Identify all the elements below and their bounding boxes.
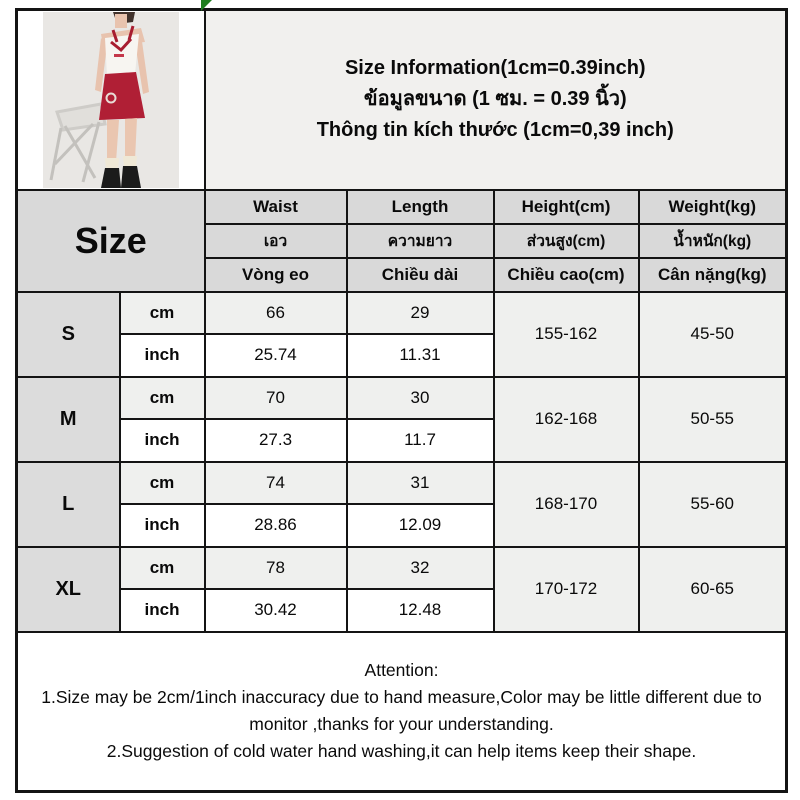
size-label-l: L xyxy=(17,462,120,547)
waist-inch-l: 28.86 xyxy=(205,504,347,547)
length-cm-m: 30 xyxy=(347,377,494,420)
title-vietnamese: Thông tin kích thước (1cm=0,39 inch) xyxy=(316,119,674,142)
weight-range-m: 50-55 xyxy=(639,377,787,462)
waist-inch-xl: 30.42 xyxy=(205,589,347,632)
size-table xyxy=(15,8,788,793)
size-header: Size xyxy=(17,190,205,292)
table-row xyxy=(17,10,787,190)
header-height-th: ส่วนสูง(cm) xyxy=(494,224,639,258)
height-range-xl: 170-172 xyxy=(494,547,639,632)
header-length-en: Length xyxy=(347,190,494,224)
attention-line-2: 2.Suggestion of cold water hand washing,it can help items keep their shape. xyxy=(106,741,697,762)
waist-inch-s: 25.74 xyxy=(205,334,347,377)
title-english: Size Information(1cm=0.39inch) xyxy=(344,57,646,80)
right-leg xyxy=(125,118,137,160)
table-row xyxy=(17,547,787,590)
unit-label-inch: inch xyxy=(120,334,205,377)
size-label-m: M xyxy=(17,377,120,462)
table-row xyxy=(17,377,787,420)
waist-inch-m: 27.3 xyxy=(205,419,347,462)
table-row xyxy=(17,632,787,792)
unit-label-inch: inch xyxy=(120,589,205,632)
header-waist-vi: Vòng eo xyxy=(205,258,347,292)
height-range-m: 162-168 xyxy=(494,377,639,462)
table-row xyxy=(17,292,787,335)
chest-logo-text xyxy=(114,54,124,57)
table-header-row-en xyxy=(17,190,787,224)
cell-comment-marker-triangle xyxy=(201,0,212,11)
header-height-en: Height(cm) xyxy=(494,190,639,224)
size-chart-sheet xyxy=(15,8,788,793)
title-cell xyxy=(205,10,787,190)
unit-label-cm: cm xyxy=(120,462,205,505)
length-cm-xl: 32 xyxy=(347,547,494,590)
header-weight-en: Weight(kg) xyxy=(639,190,787,224)
attention-line-1: 1.Size may be 2cm/1inch inaccuracy due to hand measure,Color may be little different due to monitor ,thanks for your understanding. xyxy=(41,687,762,735)
table-row xyxy=(17,462,787,505)
waist-cm-s: 66 xyxy=(205,292,347,335)
size-label-s: S xyxy=(17,292,120,377)
product-photo-cell xyxy=(17,10,205,190)
weight-range-s: 45-50 xyxy=(639,292,787,377)
waist-cm-m: 70 xyxy=(205,377,347,420)
size-label-xl: XL xyxy=(17,547,120,632)
length-inch-s: 11.31 xyxy=(347,334,494,377)
product-photo-illustration xyxy=(43,12,179,188)
unit-label-inch: inch xyxy=(120,504,205,547)
height-range-l: 168-170 xyxy=(494,462,639,547)
header-weight-th: น้ำหนัก(kg) xyxy=(639,224,787,258)
header-waist-th: เอว xyxy=(205,224,347,258)
header-length-vi: Chiều dài xyxy=(347,258,494,292)
length-cm-l: 31 xyxy=(347,462,494,505)
model-photo xyxy=(43,12,179,188)
unit-label-inch: inch xyxy=(120,419,205,462)
header-weight-vi: Cân nặng(kg) xyxy=(639,258,787,292)
length-inch-m: 11.7 xyxy=(347,419,494,462)
attention-note xyxy=(17,632,787,792)
unit-label-cm: cm xyxy=(120,547,205,590)
header-length-th: ความยาว xyxy=(347,224,494,258)
length-cm-s: 29 xyxy=(347,292,494,335)
title-thai: ข้อมูลขนาด (1 ซม. = 0.39 นิ้ว) xyxy=(363,88,627,111)
length-inch-xl: 12.48 xyxy=(347,589,494,632)
waist-cm-xl: 78 xyxy=(205,547,347,590)
weight-range-l: 55-60 xyxy=(639,462,787,547)
unit-label-cm: cm xyxy=(120,292,205,335)
length-inch-l: 12.09 xyxy=(347,504,494,547)
waist-cm-l: 74 xyxy=(205,462,347,505)
header-waist-en: Waist xyxy=(205,190,347,224)
attention-heading: Attention: xyxy=(364,660,439,681)
weight-range-xl: 60-65 xyxy=(639,547,787,632)
header-height-vi: Chiều cao(cm) xyxy=(494,258,639,292)
neck xyxy=(115,14,127,28)
height-range-s: 155-162 xyxy=(494,292,639,377)
unit-label-cm: cm xyxy=(120,377,205,420)
